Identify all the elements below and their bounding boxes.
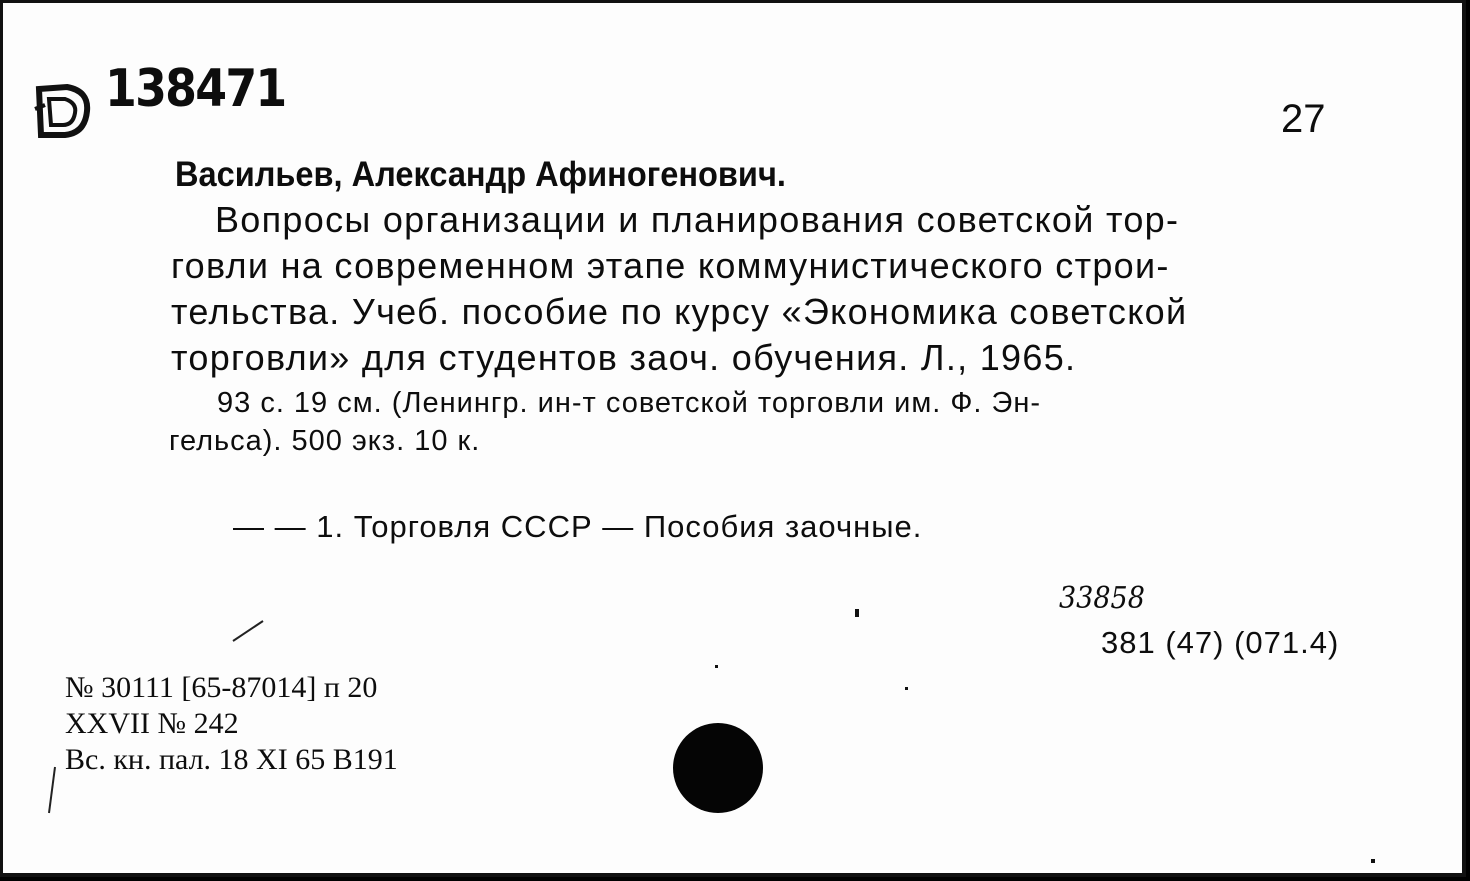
title-line: тельства. Учеб. пособие по курсу «Экономика советской bbox=[171, 291, 1188, 332]
title-line: Вопросы организации и планирования советской тор- bbox=[215, 199, 1180, 240]
speck bbox=[905, 687, 908, 690]
speck bbox=[1371, 859, 1375, 863]
title-line: торговли» для студентов заоч. обучения. Л., 1965. bbox=[171, 337, 1077, 378]
classification-code: 381 (47) (071.4) bbox=[1101, 625, 1340, 660]
title-line: говли на современном этапе коммунистического строи- bbox=[171, 245, 1170, 286]
printing-line: XXVII № 242 bbox=[65, 707, 239, 740]
punch-hole bbox=[673, 723, 763, 813]
printing-line: Вс. кн. пал. 18 XI 65 В191 bbox=[65, 743, 398, 776]
author-heading: Васильев, Александр Афиногенович. bbox=[175, 155, 786, 194]
subject-tracing: — — 1. Торговля СССР — Пособия заочные. bbox=[233, 509, 923, 544]
handwritten-code: 33858 bbox=[1059, 581, 1145, 616]
speck bbox=[715, 665, 718, 668]
imprint-line: 93 с. 19 см. (Ленингр. ин-т советской торговли им. Ф. Эн- bbox=[217, 387, 1042, 419]
pencil-stroke-icon bbox=[45, 765, 59, 815]
pencil-mark-icon bbox=[231, 619, 265, 643]
handwritten-accession-number: 138471 bbox=[105, 59, 286, 119]
card-number: 27 bbox=[1281, 97, 1326, 141]
library-stamp-icon bbox=[31, 79, 93, 141]
imprint-line: гельса). 500 экз. 10 к. bbox=[169, 425, 481, 457]
printing-line: № 30111 [65-87014] п 20 bbox=[65, 671, 378, 704]
speck bbox=[855, 609, 859, 617]
